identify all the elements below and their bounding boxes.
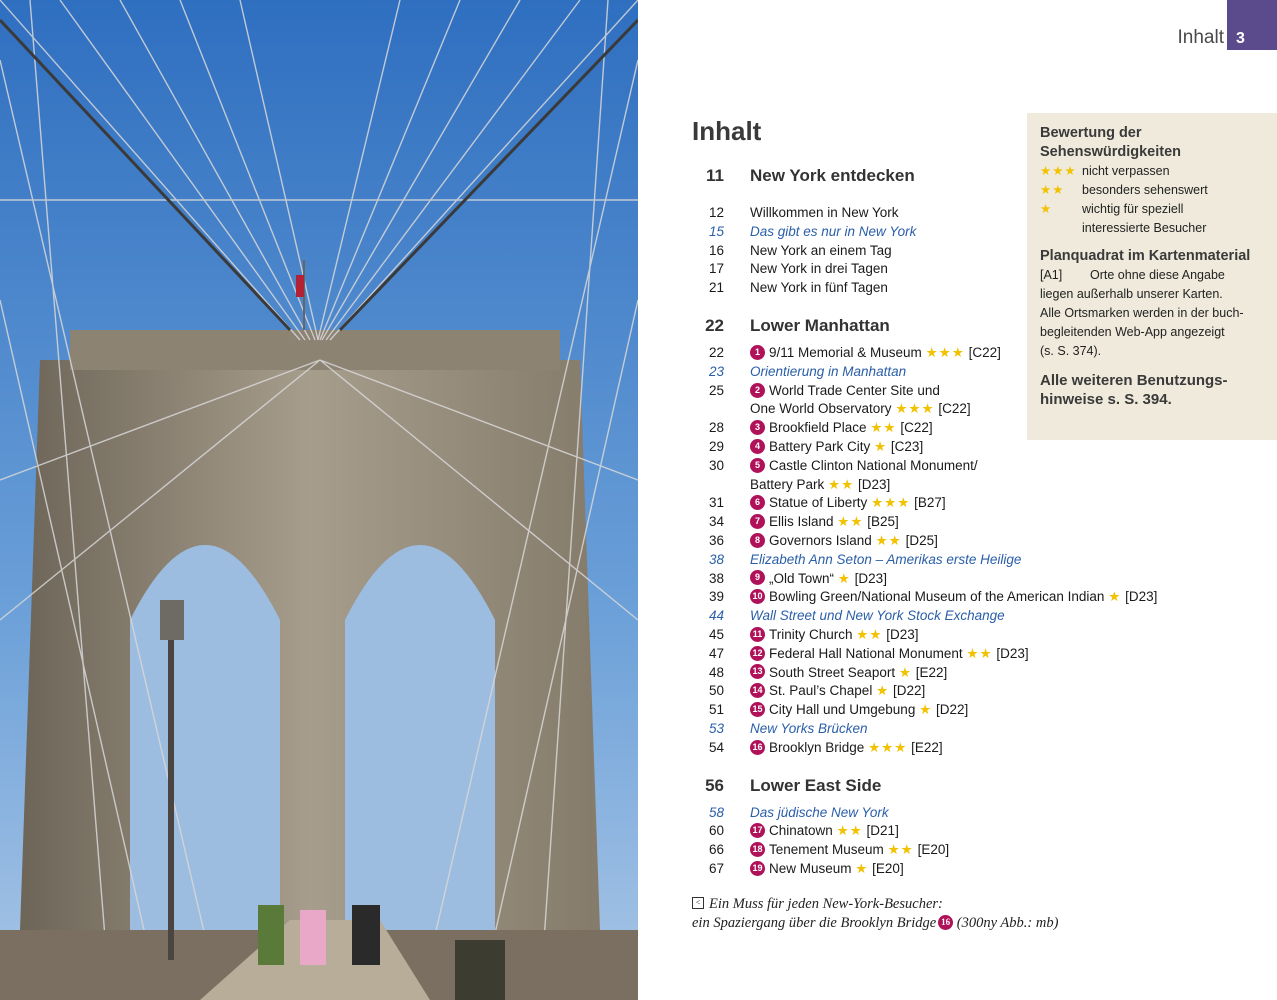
entry-title: Willkommen in New York [750, 205, 899, 220]
entry-page: 60 [708, 823, 724, 839]
sight-number-badge: 12 [750, 646, 765, 661]
grid-explanation-line: (s. S. 374). [1040, 344, 1102, 358]
grid-explanation [1040, 266, 1250, 361]
toc-entry [700, 551, 1060, 570]
star-rating: ★★★ [1040, 164, 1077, 178]
map-reference: [E22] [915, 664, 948, 680]
sight-number-badge: 11 [750, 627, 765, 642]
star-rating: ★ [898, 664, 912, 680]
entry-title: Brooklyn Bridge [769, 739, 865, 755]
star-rating: ★★ [836, 823, 863, 839]
running-title: Inhalt [1177, 27, 1224, 48]
entry-title: Das jüdische New York [750, 804, 889, 820]
entry-page: 48 [708, 664, 724, 680]
toc-entry [700, 344, 1060, 363]
star-rating: ★★ [875, 532, 902, 548]
map-reference: [D25] [905, 532, 938, 548]
sight-number-badge: 10 [750, 589, 765, 604]
page-number: 3 [1236, 30, 1245, 47]
entry-page: 58 [708, 804, 724, 820]
map-reference: [B25] [867, 514, 899, 530]
entry-page: 54 [708, 739, 724, 755]
toc-entry [700, 664, 1060, 683]
sight-number-badge: 16 [750, 740, 765, 755]
toc-entry [700, 626, 1060, 645]
map-reference: [E20] [872, 860, 904, 876]
entry-title: Brookfield Place [769, 420, 867, 436]
entry-title: St. Paul’s Chapel [769, 683, 873, 699]
toc-entry [700, 860, 1060, 879]
toc-entry [700, 513, 1060, 532]
sight-number-badge: 6 [750, 495, 765, 510]
entry-page: 17 [708, 261, 724, 277]
sight-number-badge: 5 [750, 458, 765, 473]
entry-page: 36 [708, 532, 724, 548]
entry-title: Wall Street und New York Stock Exchange [750, 608, 1005, 624]
entry-page: 50 [708, 683, 724, 699]
toc-section [700, 770, 1060, 804]
entry-title: Castle Clinton National Monument/ [769, 457, 978, 473]
entry-page: 30 [708, 457, 724, 473]
toc-entry [700, 223, 1060, 242]
map-reference: [B27] [914, 495, 946, 511]
sight-number-badge: 15 [750, 702, 765, 717]
page-number-box [1227, 0, 1277, 50]
rating-legend-row [1040, 181, 1250, 200]
entry-title: Das gibt es nur in New York [750, 223, 917, 239]
entry-page: 47 [708, 645, 724, 661]
star-rating: ★ [1108, 589, 1122, 605]
sight-number-badge: 9 [750, 570, 765, 585]
toc-entry [700, 419, 1060, 438]
toc-entry [700, 279, 1060, 298]
page-title: Inhalt [692, 116, 762, 146]
entry-page: 67 [708, 860, 724, 876]
map-reference: [E20] [917, 842, 950, 858]
entry-title: Governors Island [769, 532, 872, 548]
toc-entry [700, 739, 1060, 758]
rating-label: wichtig für speziell [1082, 202, 1184, 216]
toc-entry [700, 841, 1060, 860]
toc-entry [700, 400, 1060, 419]
entry-title: „Old Town“ [769, 570, 835, 586]
entry-title: South Street Seaport [769, 664, 896, 680]
entry-title: New Yorks Brücken [750, 720, 868, 736]
map-reference: [D23] [854, 570, 887, 586]
entry-title: New York an einem Tag [750, 242, 892, 258]
sight-number-badge: 18 [750, 842, 765, 857]
map-reference: [D23] [886, 626, 919, 642]
map-reference: [D23] [996, 645, 1029, 661]
star-rating: ★★ [887, 842, 914, 858]
entry-page: 38 [708, 570, 724, 586]
entry-title: New York in drei Tagen [750, 261, 888, 277]
star-rating: ★★ [856, 626, 883, 642]
entry-title: Tenement Museum [769, 842, 884, 858]
sight-number-badge: 19 [750, 861, 765, 876]
toc-entry [700, 822, 1060, 841]
entry-page: 23 [708, 363, 724, 379]
entry-title: Chinatown [769, 823, 833, 839]
section-title: Lower Manhattan [750, 315, 890, 335]
brooklyn-bridge-photo [0, 0, 638, 1000]
sight-number-badge: 2 [750, 383, 765, 398]
entry-title: Orientierung in Manhattan [750, 363, 907, 379]
section-page: 22 [705, 315, 724, 335]
entry-page: 53 [708, 720, 724, 736]
sight-number-badge: 1 [750, 345, 765, 360]
star-rating: ★★★ [871, 495, 911, 511]
entry-title: New Museum [769, 860, 852, 876]
star-rating: ★★ [870, 420, 897, 436]
legend-box [1027, 113, 1277, 440]
star-rating: ★★★ [925, 344, 965, 360]
entry-page: 31 [708, 495, 724, 511]
star-rating: ★ [837, 570, 851, 586]
section-page: 56 [705, 775, 724, 795]
caption-number-badge: 16 [938, 915, 953, 930]
entry-title: Battery Park City [769, 438, 871, 454]
entry-title: 9/11 Memorial & Museum [769, 344, 922, 360]
star-rating: ★★ [828, 476, 855, 492]
grid-heading: Planquadrat im Kartenmaterial [1040, 248, 1251, 264]
rating-legend-row [1040, 200, 1250, 219]
section-title: Lower East Side [750, 775, 882, 795]
entry-page: 39 [708, 589, 724, 605]
entry-title: Battery Park [750, 476, 825, 492]
entry-page: 66 [708, 842, 724, 858]
toc-entry [700, 457, 1060, 476]
entry-title: Bowling Green/National Museum of the American Indian [769, 589, 1105, 605]
sight-number-badge: 14 [750, 683, 765, 698]
entry-title: Ellis Island [769, 514, 834, 530]
entry-page: 22 [708, 344, 724, 360]
rating-legend-row [1040, 162, 1250, 181]
sight-number-badge: 13 [750, 664, 765, 679]
sight-number-badge: 8 [750, 533, 765, 548]
toc-entry [700, 682, 1060, 701]
entry-title: World Trade Center Site und [769, 382, 940, 398]
toc-entry [700, 476, 1060, 495]
star-rating: ★ [855, 860, 869, 876]
map-reference: [D23] [1125, 589, 1158, 605]
rating-legend [1040, 162, 1250, 238]
toc-section [700, 160, 1060, 194]
toc-entry [700, 242, 1060, 261]
entry-title: New York in fünf Tagen [750, 280, 888, 296]
map-reference: [C22] [968, 344, 1001, 360]
entry-title: City Hall und Umgebung [769, 702, 916, 718]
toc-entry [700, 570, 1060, 589]
rating-label: besonders sehenswert [1082, 183, 1208, 197]
toc-entry [700, 260, 1060, 279]
sight-number-badge: 17 [750, 823, 765, 838]
grid-explanation-line: liegen außerhalb unserer Karten. [1040, 287, 1223, 301]
rating-label: interessierte Besucher [1082, 221, 1207, 235]
toc-entry [700, 382, 1060, 401]
toc-section [700, 310, 1060, 344]
map-reference: [E22] [911, 739, 943, 755]
entry-page: 29 [708, 438, 724, 454]
entry-page: 12 [708, 205, 724, 220]
map-reference: [D21] [866, 823, 899, 839]
toc-page [638, 0, 1277, 1000]
entry-page: 28 [708, 420, 724, 436]
grid-explanation-line: [A1] Orte ohne diese Angabe [1040, 268, 1225, 282]
sight-number-badge: 4 [750, 439, 765, 454]
star-rating: ★ [876, 683, 890, 699]
entry-page: 51 [708, 702, 724, 718]
toc-entry [700, 701, 1060, 720]
map-reference: [C22] [938, 401, 971, 417]
star-rating: ★ [919, 702, 933, 718]
map-reference: [D22] [935, 702, 969, 718]
star-rating: ★ [874, 438, 888, 454]
toc-entry [700, 607, 1060, 626]
entry-title: Statue of Liberty [769, 495, 868, 511]
star-rating: ★★ [966, 645, 993, 661]
entry-page: 16 [708, 242, 724, 258]
entry-page: 25 [708, 382, 724, 398]
entry-title: Federal Hall National Monument [769, 645, 963, 661]
map-reference: [D22] [892, 683, 926, 699]
rating-legend-row [1040, 219, 1250, 238]
entry-title: Trinity Church [769, 626, 853, 642]
star-rating: ★ [1040, 202, 1053, 216]
entry-page: 15 [708, 223, 724, 239]
toc-entry [700, 204, 1060, 223]
star-rating: ★★ [837, 514, 864, 530]
entry-page: 21 [708, 280, 724, 296]
star-rating: ★★★ [868, 739, 908, 755]
rating-label: nicht verpassen [1082, 164, 1170, 178]
sight-number-badge: 3 [750, 420, 765, 435]
entry-page: 45 [708, 626, 724, 642]
toc-entry [700, 494, 1060, 513]
star-rating: ★★ [1040, 183, 1065, 197]
toc-entry [700, 532, 1060, 551]
star-rating: ★★★ [895, 401, 935, 417]
section-title: New York entdecken [750, 166, 915, 185]
entry-title: One World Observatory [750, 401, 892, 417]
map-reference: [C22] [900, 420, 933, 436]
section-page: 11 [706, 166, 724, 185]
entry-page: 38 [708, 551, 724, 567]
rating-heading: Bewertung der Sehenswürdigkeiten [1040, 125, 1182, 160]
entry-page: 44 [708, 608, 724, 624]
toc-entry [700, 720, 1060, 739]
toc-entry [700, 363, 1060, 382]
grid-explanation-line: begleitenden Web-App angezeigt [1040, 325, 1225, 339]
entry-page: 34 [708, 514, 724, 530]
toc-entry [700, 645, 1060, 664]
toc-entry [700, 588, 1158, 607]
grid-explanation-line: Alle Ortsmarken werden in der buch- [1040, 306, 1244, 320]
arrow-left-icon: < [692, 897, 704, 909]
map-reference: [D23] [858, 476, 891, 492]
entry-title: Elizabeth Ann Seton – Amerikas erste Heilige [750, 551, 1022, 567]
map-reference: [C23] [890, 438, 924, 454]
toc-entry [700, 804, 1060, 823]
sight-number-badge: 7 [750, 514, 765, 529]
more-hints-heading: Alle weiteren Benutzungs- hinweise s. S. 394. [1040, 372, 1228, 408]
photo-caption: < Ein Muss für jeden New-York-Besucher: ein Spaziergang über die Brooklyn Bridge 16 (300ny Abb.: mb) [692, 896, 1059, 931]
toc-entry [700, 438, 1060, 457]
